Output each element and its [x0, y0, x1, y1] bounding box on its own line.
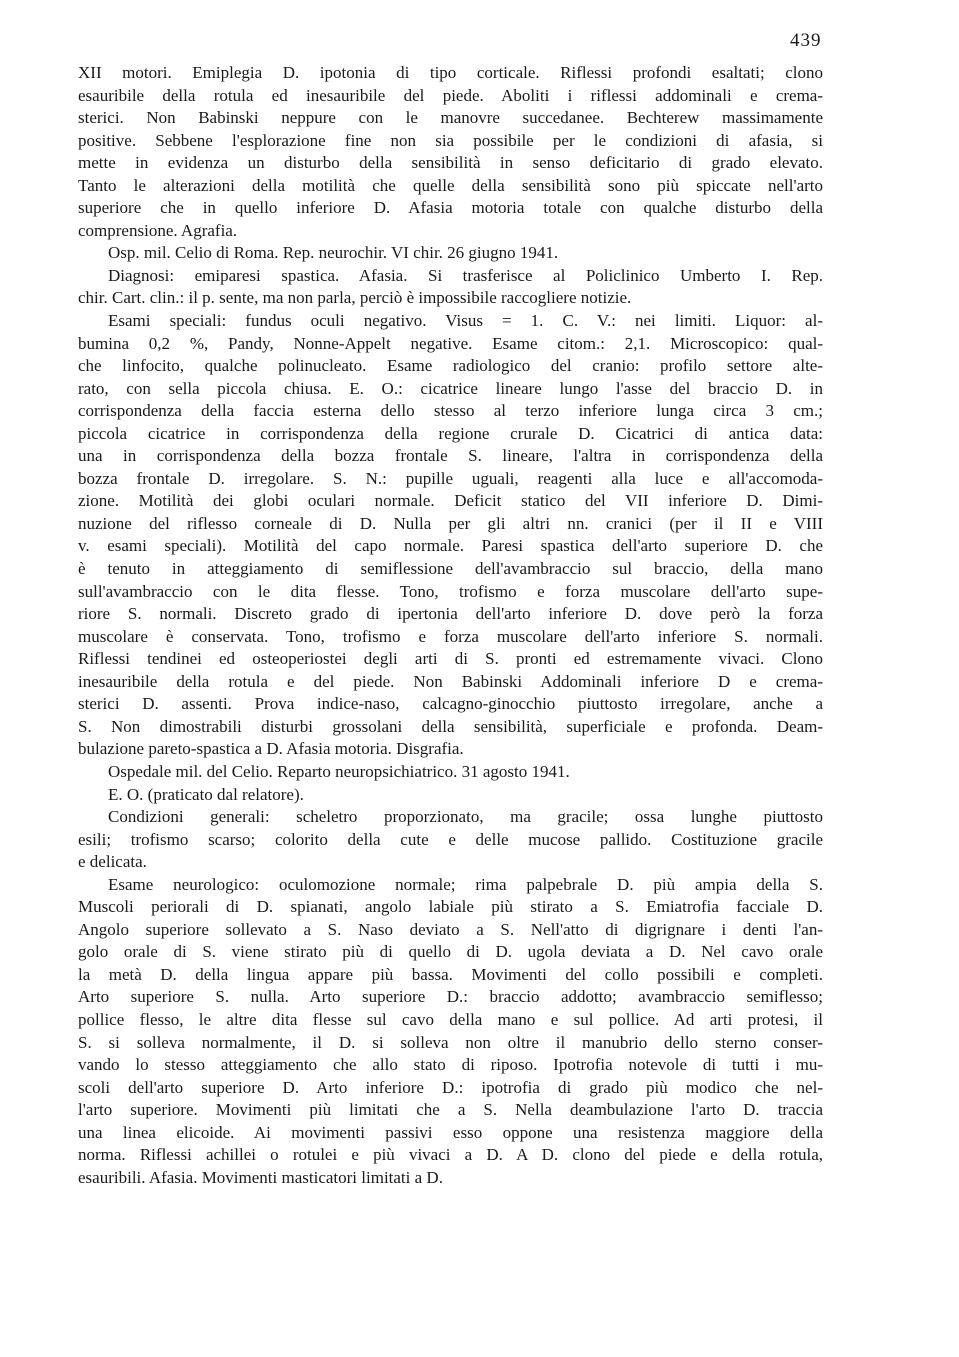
text-line: pollice flesso, le altre dita flesse sul cavo della mano e sul pollice. Ad arti protesi, il [78, 1009, 823, 1029]
text-line: riore S. normali. Discreto grado di ipertonia dell'arto inferiore D. dove però la forza [78, 604, 823, 624]
body-text [78, 62, 823, 1189]
text-line: Angolo superiore sollevato a S. Naso deviato a S. Nell'atto di digrignare i denti l'an- [78, 919, 823, 939]
text-line: Arto superiore S. nulla. Arto superiore D.: braccio addotto; avambraccio semiflesso; [78, 987, 823, 1007]
text-line: S. si solleva normalmente, il D. si solleva non oltre il manubrio dello sterno conser- [78, 1032, 823, 1052]
text-line: corrispondenza della faccia esterna dello stesso al terzo inferiore lunga circa 3 cm.; [78, 401, 823, 421]
text-line: XII motori. Emiplegia D. ipotonia di tipo corticale. Riflessi profondi esaltati; clono [78, 63, 823, 82]
text-line: zione. Motilità dei globi oculari normale. Deficit statico del VII inferiore D. Dimi- [78, 491, 823, 511]
text-line: Esami speciali: fundus oculi negativo. Visus = 1. C. V.: nei limiti. Liquor: al- [108, 311, 823, 331]
text-line: esili; trofismo scarso; colorito della cute e delle mucose pallido. Costituzione gracile [78, 829, 823, 849]
text-line: mette in evidenza un disturbo della sensibilità in senso deficitario di grado elevato. [78, 153, 823, 173]
text-line: una in corrispondenza della bozza frontale S. lineare, l'altra in corrispondenza della [78, 446, 823, 466]
text-line: sterici. Non Babinski neppure con le manovre succedanee. Bechterew massimamente [78, 108, 823, 128]
text-line: scoli dell'arto superiore D. Arto inferiore D.: ipotrofia di grado più modico che nel- [78, 1077, 823, 1097]
text-line: vando lo stesso atteggiamento che allo stato di riposo. Ipotrofia notevole di tutti i mu- [78, 1055, 823, 1075]
text-line: Condizioni generali: scheletro proporzionato, ma gracile; ossa lunghe piuttosto [108, 807, 823, 827]
text-line: S. Non dimostrabili disturbi grossolani della sensibilità, superficiale e profonda. Deam- [78, 716, 823, 736]
text-line: esauribili. Afasia. Movimenti masticatori limitati a D. [78, 1167, 443, 1187]
text-line: positive. Sebbene l'esplorazione fine non sia possibile per le condizioni di afasia, si [78, 130, 823, 150]
text-line: esauribile della rotula ed inesauribile del piede. Aboliti i riflessi addominali e crema- [78, 85, 823, 105]
page-number: 439 [790, 30, 822, 51]
text-line: sterici D. assenti. Prova indice-naso, calcagno-ginocchio piuttosto irregolare, anche a [78, 694, 823, 714]
text-line: comprensione. Agrafia. [78, 220, 238, 240]
text-line: Ospedale mil. del Celio. Reparto neuropsichiatrico. 31 agosto 1941. [108, 761, 570, 781]
text-line: che linfocito, qualche polinucleato. Esame radiologico del cranio: profilo settore alte- [78, 356, 823, 376]
text-line: golo orale di S. viene stirato più di quello di D. ugola deviata a D. Nel cavo orale [78, 942, 823, 962]
text-line: muscolare è conservata. Tono, trofismo e forza muscolare dell'arto inferiore S. normali. [78, 626, 823, 646]
text-line: Riflessi tendinei ed osteoperiostei degli arti di S. pronti ed estremamente vivaci. Clono [78, 649, 823, 669]
text-line: una linea elicoide. Ai movimenti passivi esso oppone una resistenza maggiore della [78, 1122, 823, 1142]
text-line: chir. Cart. clin.: il p. sente, ma non parla, perciò è impossibile raccogliere notizie. [78, 288, 632, 308]
text-line: nuzione del riflesso corneale di D. Nulla per gli altri nn. cranici (per il II e VIII [78, 513, 823, 533]
text-line: bulazione pareto-spastica a D. Afasia motoria. Disgrafia. [78, 739, 464, 759]
text-line: e delicata. [78, 852, 147, 872]
text-line: E. O. (praticato dal relatore). [108, 784, 304, 804]
text-line: la metà D. della lingua appare più bassa. Movimenti del collo possibili e completi. [78, 964, 823, 984]
text-line: sull'avambraccio con le dita flesse. Tono, trofismo e forza muscolare dell'arto supe- [78, 581, 823, 601]
text-line: rato, con sella piccola chiusa. E. O.: cicatrice lineare lungo l'asse del braccio D. in [78, 378, 823, 398]
text-line: superiore che in quello inferiore D. Afasia motoria totale con qualche disturbo della [78, 198, 823, 218]
text-line: l'arto superiore. Movimenti più limitati che a S. Nella deambulazione l'arto D. traccia [78, 1100, 823, 1120]
text-line: Tanto le alterazioni della motilità che quelle della sensibilità sono più spiccate nell'arto [78, 175, 823, 195]
text-line: piccola cicatrice in corrispondenza della regione crurale D. Cicatrici di antica data: [78, 423, 823, 443]
text-line: Muscoli periorali di D. spianati, angolo labiale più stirato a S. Emiatrofia facciale D. [78, 897, 823, 917]
text-line: Esame neurologico: oculomozione normale; rima palpebrale D. più ampia della S. [108, 874, 823, 894]
text-line: v. esami speciali). Motilità del capo normale. Paresi spastica dell'arto superiore D. che [78, 536, 823, 556]
text-line: inesauribile della rotula e del piede. Non Babinski Addominali inferiore D e crema- [78, 671, 823, 691]
text-line: bumina 0,2 %, Pandy, Nonne-Appelt negative. Esame citom.: 2,1. Microscopico: qual- [78, 333, 823, 353]
text-line: norma. Riflessi achillei o rotulei e più vivaci a D. A D. clono del piede e della rotula, [78, 1145, 823, 1165]
text-line: bozza frontale D. irregolare. S. N.: pupille uguali, reagenti alla luce e all'accomoda- [78, 468, 823, 488]
text-line: è tenuto in atteggiamento di semiflessione dell'avambraccio sul braccio, della mano [78, 559, 823, 579]
text-line: Diagnosi: emiparesi spastica. Afasia. Si trasferisce al Policlinico Umberto I. Rep. [108, 265, 823, 285]
text-line: Osp. mil. Celio di Roma. Rep. neurochir. VI chir. 26 giugno 1941. [108, 243, 559, 263]
